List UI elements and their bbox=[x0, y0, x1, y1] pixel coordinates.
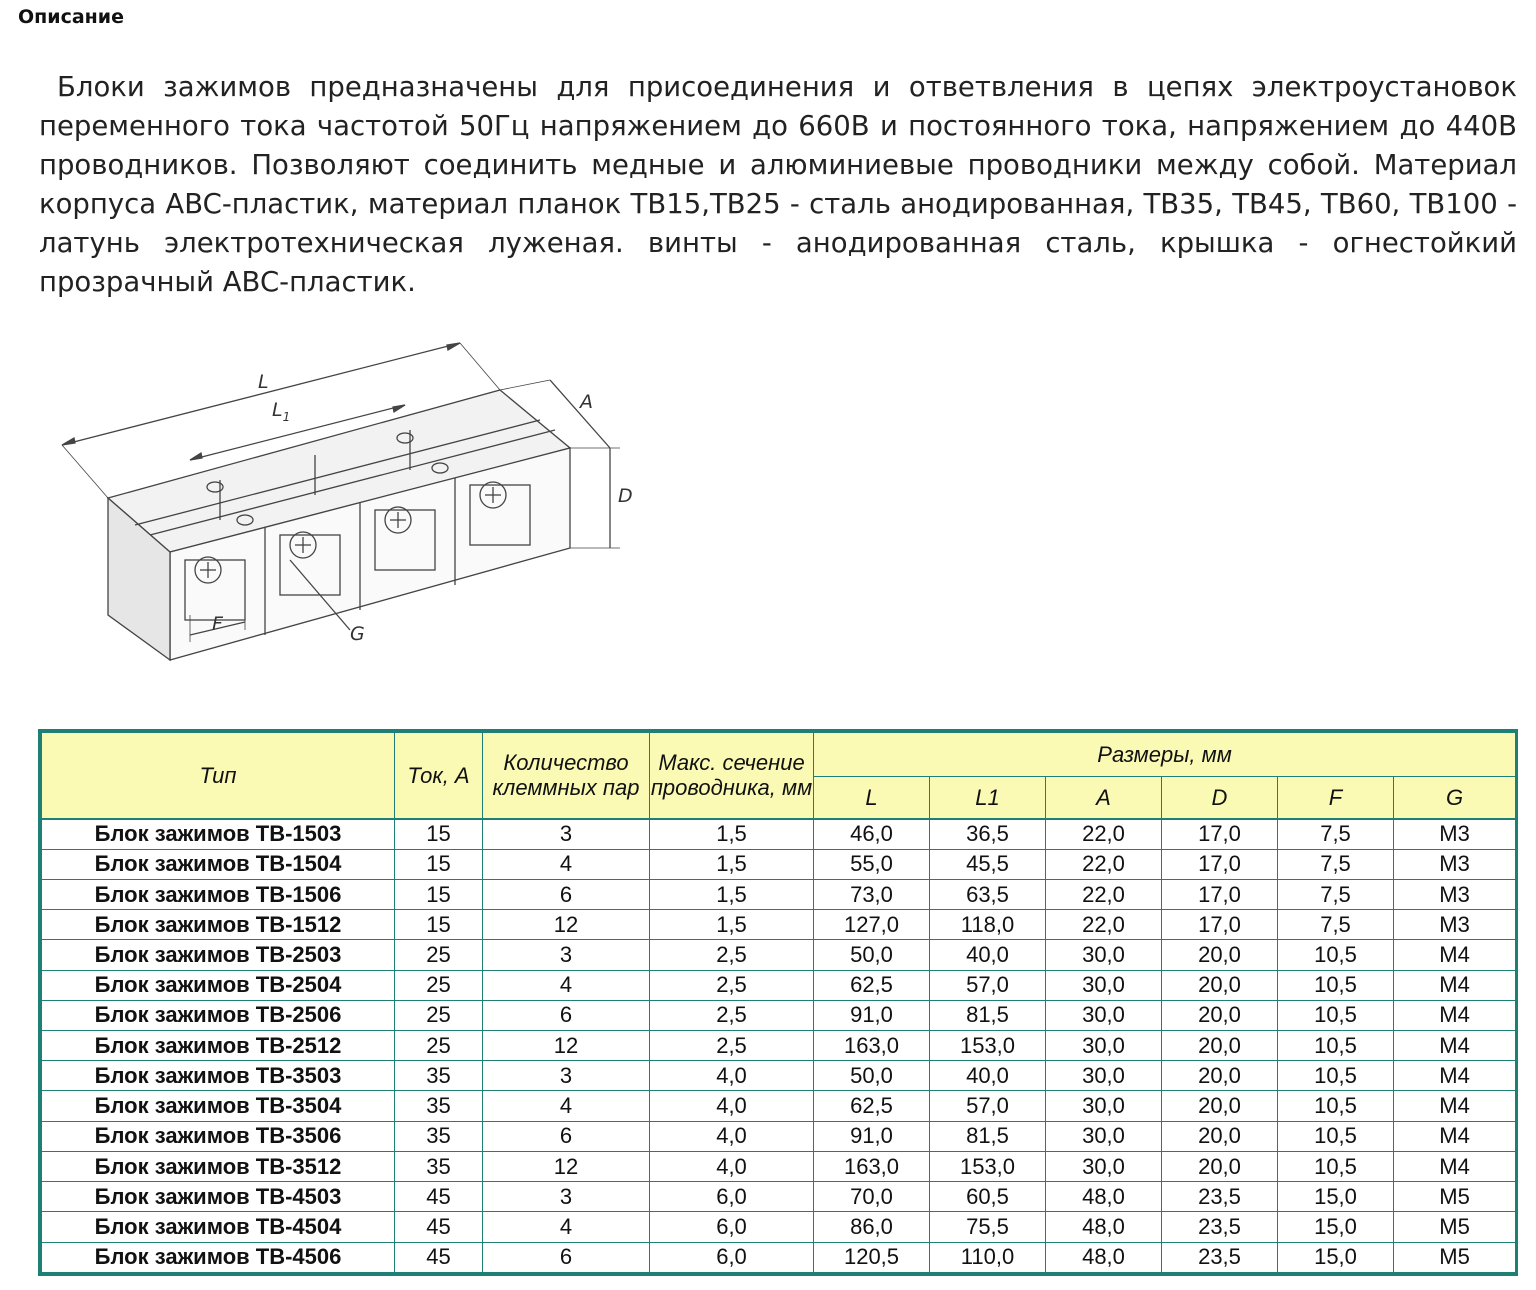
terminal-block-drawing bbox=[50, 330, 650, 670]
cell-L: 86,0 bbox=[814, 1212, 930, 1242]
cell-D: 20,0 bbox=[1162, 1031, 1278, 1061]
label-A: A bbox=[580, 391, 593, 413]
cell-section: 4,0 bbox=[650, 1151, 814, 1181]
cell-G: M4 bbox=[1394, 1121, 1516, 1151]
cell-F: 10,5 bbox=[1278, 1061, 1394, 1091]
cell-D: 20,0 bbox=[1162, 1000, 1278, 1030]
cell-pairs: 3 bbox=[483, 940, 650, 970]
cell-D: 17,0 bbox=[1162, 819, 1278, 850]
cell-type: Блок зажимов TB-2503 bbox=[42, 940, 395, 970]
label-G: G bbox=[350, 623, 365, 645]
header-type: Тип bbox=[42, 733, 395, 819]
cell-F: 7,5 bbox=[1278, 819, 1394, 850]
cell-A: 30,0 bbox=[1046, 1000, 1162, 1030]
cell-pairs: 6 bbox=[483, 1121, 650, 1151]
cell-type: Блок зажимов TB-2506 bbox=[42, 1000, 395, 1030]
cell-D: 20,0 bbox=[1162, 1091, 1278, 1121]
cell-current: 35 bbox=[395, 1061, 483, 1091]
cell-current: 15 bbox=[395, 849, 483, 879]
cell-A: 30,0 bbox=[1046, 1121, 1162, 1151]
cell-current: 45 bbox=[395, 1242, 483, 1272]
cell-current: 25 bbox=[395, 940, 483, 970]
table-row bbox=[42, 1121, 1516, 1151]
cell-D: 20,0 bbox=[1162, 970, 1278, 1000]
cell-type: Блок зажимов TB-1503 bbox=[42, 819, 395, 850]
cell-type: Блок зажимов TB-2512 bbox=[42, 1031, 395, 1061]
table-row bbox=[42, 1151, 1516, 1181]
header-A: A bbox=[1046, 777, 1162, 819]
cell-F: 15,0 bbox=[1278, 1212, 1394, 1242]
cell-section: 4,0 bbox=[650, 1061, 814, 1091]
cell-A: 30,0 bbox=[1046, 1091, 1162, 1121]
cell-G: M4 bbox=[1394, 1151, 1516, 1181]
cell-current: 15 bbox=[395, 910, 483, 940]
cell-L1: 45,5 bbox=[930, 849, 1046, 879]
cell-A: 30,0 bbox=[1046, 1061, 1162, 1091]
cell-L1: 81,5 bbox=[930, 1000, 1046, 1030]
cell-pairs: 3 bbox=[483, 1182, 650, 1212]
cell-G: M5 bbox=[1394, 1182, 1516, 1212]
cell-current: 25 bbox=[395, 1031, 483, 1061]
cell-current: 35 bbox=[395, 1121, 483, 1151]
cell-section: 1,5 bbox=[650, 819, 814, 850]
cell-pairs: 3 bbox=[483, 1061, 650, 1091]
cell-A: 30,0 bbox=[1046, 1031, 1162, 1061]
section-title: Описание bbox=[18, 6, 125, 28]
cell-F: 15,0 bbox=[1278, 1182, 1394, 1212]
cell-pairs: 6 bbox=[483, 879, 650, 909]
label-F: F bbox=[212, 613, 223, 635]
cell-pairs: 4 bbox=[483, 1212, 650, 1242]
cell-D: 23,5 bbox=[1162, 1242, 1278, 1272]
table-row bbox=[42, 1031, 1516, 1061]
cell-F: 7,5 bbox=[1278, 910, 1394, 940]
cell-D: 17,0 bbox=[1162, 879, 1278, 909]
cell-G: M3 bbox=[1394, 879, 1516, 909]
cell-type: Блок зажимов TB-1506 bbox=[42, 879, 395, 909]
cell-D: 20,0 bbox=[1162, 1151, 1278, 1181]
cell-L1: 110,0 bbox=[930, 1242, 1046, 1272]
cell-A: 48,0 bbox=[1046, 1242, 1162, 1272]
cell-pairs: 6 bbox=[483, 1000, 650, 1030]
cell-current: 35 bbox=[395, 1091, 483, 1121]
cell-L: 120,5 bbox=[814, 1242, 930, 1272]
terminal-block-svg bbox=[50, 330, 650, 670]
cell-D: 23,5 bbox=[1162, 1182, 1278, 1212]
cell-L: 91,0 bbox=[814, 1000, 930, 1030]
spec-table-container bbox=[38, 729, 1518, 1276]
cell-current: 35 bbox=[395, 1151, 483, 1181]
cell-type: Блок зажимов TB-4504 bbox=[42, 1212, 395, 1242]
cell-L: 73,0 bbox=[814, 879, 930, 909]
header-L1: L1 bbox=[930, 777, 1046, 819]
cell-L1: 75,5 bbox=[930, 1212, 1046, 1242]
cell-L: 62,5 bbox=[814, 970, 930, 1000]
cell-L: 55,0 bbox=[814, 849, 930, 879]
cell-A: 22,0 bbox=[1046, 819, 1162, 850]
cell-L1: 57,0 bbox=[930, 970, 1046, 1000]
cell-type: Блок зажимов TB-1512 bbox=[42, 910, 395, 940]
cell-G: M4 bbox=[1394, 1091, 1516, 1121]
cell-pairs: 6 bbox=[483, 1242, 650, 1272]
table-row bbox=[42, 849, 1516, 879]
header-F: F bbox=[1278, 777, 1394, 819]
table-row bbox=[42, 1061, 1516, 1091]
table-row bbox=[42, 1212, 1516, 1242]
spec-table bbox=[41, 732, 1516, 1273]
cell-section: 6,0 bbox=[650, 1212, 814, 1242]
table-row bbox=[42, 819, 1516, 850]
cell-L: 50,0 bbox=[814, 1061, 930, 1091]
cell-current: 45 bbox=[395, 1182, 483, 1212]
cell-F: 10,5 bbox=[1278, 940, 1394, 970]
cell-type: Блок зажимов TB-2504 bbox=[42, 970, 395, 1000]
cell-L1: 57,0 bbox=[930, 1091, 1046, 1121]
cell-L1: 60,5 bbox=[930, 1182, 1046, 1212]
cell-section: 2,5 bbox=[650, 970, 814, 1000]
cell-current: 15 bbox=[395, 879, 483, 909]
cell-F: 15,0 bbox=[1278, 1242, 1394, 1272]
cell-F: 10,5 bbox=[1278, 1121, 1394, 1151]
table-row bbox=[42, 1242, 1516, 1272]
cell-L: 91,0 bbox=[814, 1121, 930, 1151]
table-row bbox=[42, 1182, 1516, 1212]
cell-type: Блок зажимов TB-3503 bbox=[42, 1061, 395, 1091]
cell-A: 48,0 bbox=[1046, 1212, 1162, 1242]
cell-F: 7,5 bbox=[1278, 849, 1394, 879]
cell-L: 127,0 bbox=[814, 910, 930, 940]
cell-D: 17,0 bbox=[1162, 910, 1278, 940]
cell-pairs: 4 bbox=[483, 849, 650, 879]
cell-D: 20,0 bbox=[1162, 1121, 1278, 1151]
table-row bbox=[42, 879, 1516, 909]
cell-pairs: 4 bbox=[483, 970, 650, 1000]
label-D: D bbox=[618, 485, 633, 507]
cell-L1: 153,0 bbox=[930, 1151, 1046, 1181]
cell-D: 20,0 bbox=[1162, 1061, 1278, 1091]
cell-L1: 63,5 bbox=[930, 879, 1046, 909]
cell-L1: 81,5 bbox=[930, 1121, 1046, 1151]
cell-type: Блок зажимов TB-4503 bbox=[42, 1182, 395, 1212]
cell-current: 45 bbox=[395, 1212, 483, 1242]
cell-current: 15 bbox=[395, 819, 483, 850]
label-L: L bbox=[258, 371, 269, 393]
table-row bbox=[42, 1000, 1516, 1030]
cell-pairs: 12 bbox=[483, 1151, 650, 1181]
header-D: D bbox=[1162, 777, 1278, 819]
table-row bbox=[42, 970, 1516, 1000]
cell-A: 22,0 bbox=[1046, 879, 1162, 909]
header-dimensions: Размеры, мм bbox=[814, 733, 1516, 777]
cell-G: M5 bbox=[1394, 1212, 1516, 1242]
cell-F: 10,5 bbox=[1278, 1000, 1394, 1030]
cell-type: Блок зажимов TB-1504 bbox=[42, 849, 395, 879]
cell-G: M3 bbox=[1394, 849, 1516, 879]
cell-A: 30,0 bbox=[1046, 1151, 1162, 1181]
table-row bbox=[42, 910, 1516, 940]
cell-L1: 40,0 bbox=[930, 940, 1046, 970]
cell-D: 23,5 bbox=[1162, 1212, 1278, 1242]
cell-section: 2,5 bbox=[650, 940, 814, 970]
cell-G: M4 bbox=[1394, 1061, 1516, 1091]
cell-L1: 153,0 bbox=[930, 1031, 1046, 1061]
description-text: Блоки зажимов предназначены для присоединения и ответвления в цепях электроустановок переменного тока частотой 50Гц напряжением до 660В и постоянного тока, напряжением до 440В проводников. Позволяют соединить медные и алюминиевые проводники между собой. Материал корпуса ABC-пластик, материал планок TB15,TB25 - сталь анодированная, TB35, TB45, TB60, TB100 - латунь электротехническая луженая. винты - анодированная сталь, крышка - огнестойкий прозрачный ABC-пластик. bbox=[39, 71, 1517, 298]
cell-G: M4 bbox=[1394, 970, 1516, 1000]
cell-L: 46,0 bbox=[814, 819, 930, 850]
table-row bbox=[42, 940, 1516, 970]
cell-pairs: 4 bbox=[483, 1091, 650, 1121]
cell-section: 1,5 bbox=[650, 910, 814, 940]
cell-section: 6,0 bbox=[650, 1182, 814, 1212]
table-row bbox=[42, 1091, 1516, 1121]
cell-G: M3 bbox=[1394, 819, 1516, 850]
cell-type: Блок зажимов TB-3504 bbox=[42, 1091, 395, 1121]
cell-section: 4,0 bbox=[650, 1091, 814, 1121]
cell-F: 10,5 bbox=[1278, 1091, 1394, 1121]
header-current: Ток, А bbox=[395, 733, 483, 819]
description-paragraph bbox=[39, 68, 1517, 302]
cell-A: 48,0 bbox=[1046, 1182, 1162, 1212]
cell-L: 163,0 bbox=[814, 1031, 930, 1061]
cell-G: M5 bbox=[1394, 1242, 1516, 1272]
cell-A: 22,0 bbox=[1046, 910, 1162, 940]
cell-F: 7,5 bbox=[1278, 879, 1394, 909]
dim-arrow-L-end bbox=[447, 343, 460, 350]
cell-L1: 40,0 bbox=[930, 1061, 1046, 1091]
cell-pairs: 12 bbox=[483, 1031, 650, 1061]
cell-type: Блок зажимов TB-3512 bbox=[42, 1151, 395, 1181]
cell-current: 25 bbox=[395, 1000, 483, 1030]
cell-A: 30,0 bbox=[1046, 940, 1162, 970]
cell-F: 10,5 bbox=[1278, 1031, 1394, 1061]
dim-arrow-L-start bbox=[62, 438, 75, 445]
cell-A: 30,0 bbox=[1046, 970, 1162, 1000]
cell-section: 2,5 bbox=[650, 1031, 814, 1061]
cell-L: 62,5 bbox=[814, 1091, 930, 1121]
cell-D: 20,0 bbox=[1162, 940, 1278, 970]
cell-A: 22,0 bbox=[1046, 849, 1162, 879]
label-L1: $L_1$ bbox=[272, 399, 291, 424]
cell-type: Блок зажимов TB-3506 bbox=[42, 1121, 395, 1151]
cell-current: 25 bbox=[395, 970, 483, 1000]
cell-F: 10,5 bbox=[1278, 970, 1394, 1000]
cell-section: 2,5 bbox=[650, 1000, 814, 1030]
cell-G: M4 bbox=[1394, 1031, 1516, 1061]
cell-L: 50,0 bbox=[814, 940, 930, 970]
cell-F: 10,5 bbox=[1278, 1151, 1394, 1181]
cell-pairs: 3 bbox=[483, 819, 650, 850]
cell-section: 4,0 bbox=[650, 1121, 814, 1151]
header-G: G bbox=[1394, 777, 1516, 819]
cell-L1: 118,0 bbox=[930, 910, 1046, 940]
cell-L: 70,0 bbox=[814, 1182, 930, 1212]
header-section: Макс. сечение проводника, мм bbox=[650, 733, 814, 819]
header-pairs: Количество клеммных пар bbox=[483, 733, 650, 819]
cell-L1: 36,5 bbox=[930, 819, 1046, 850]
cell-L: 163,0 bbox=[814, 1151, 930, 1181]
cell-type: Блок зажимов TB-4506 bbox=[42, 1242, 395, 1272]
header-L: L bbox=[814, 777, 930, 819]
cell-D: 17,0 bbox=[1162, 849, 1278, 879]
cell-G: M3 bbox=[1394, 910, 1516, 940]
cell-G: M4 bbox=[1394, 1000, 1516, 1030]
cell-pairs: 12 bbox=[483, 910, 650, 940]
cell-section: 1,5 bbox=[650, 879, 814, 909]
cell-G: M4 bbox=[1394, 940, 1516, 970]
cell-section: 6,0 bbox=[650, 1242, 814, 1272]
cell-section: 1,5 bbox=[650, 849, 814, 879]
